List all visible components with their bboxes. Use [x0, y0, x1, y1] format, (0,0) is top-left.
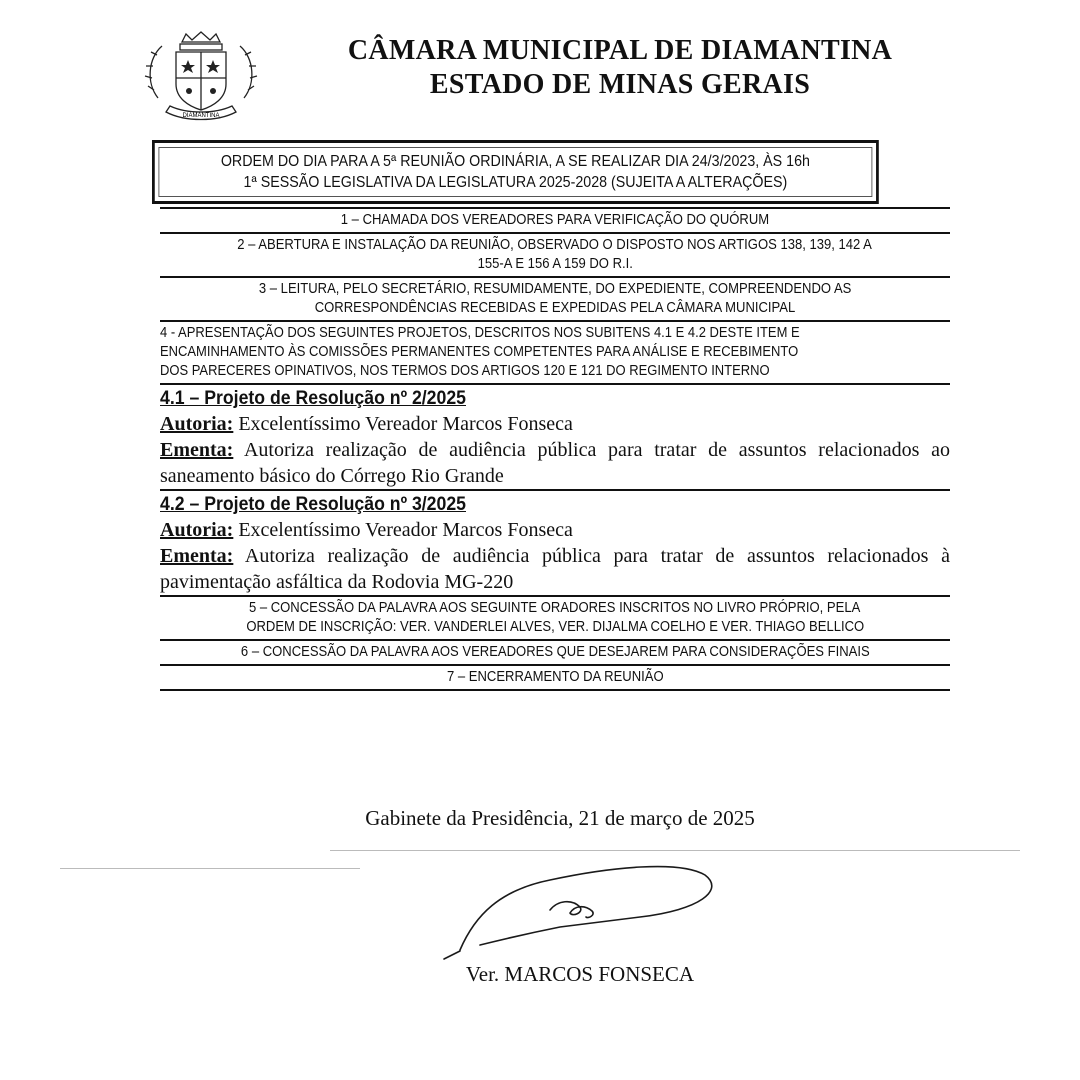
- ementa-label: Ementa:: [160, 439, 234, 461]
- agenda-item-4-line-1: 4 - APRESENTAÇÃO DOS SEGUINTES PROJETOS, DESCRITOS NOS SUBITENS 4.1 E 4.2 DESTE ITEM E: [160, 325, 800, 341]
- agenda-item-5-line-1: 5 – CONCESSÃO DA PALAVRA AOS SEGUINTE ORADORES INSCRITOS NO LIVRO PRÓPRIO, PELA: [249, 600, 861, 616]
- agenda-item-7: [160, 666, 950, 689]
- ementa-label: Ementa:: [160, 545, 234, 567]
- agenda-item-2-line-1: 2 – ABERTURA E INSTALAÇÃO DA REUNIÃO, OBSERVADO O DISPOSTO NOS ARTIGOS 138, 139, 142 A: [237, 237, 873, 253]
- autoria-label: Autoria:: [160, 413, 234, 435]
- ementa-value: Autoriza realização de audiência pública para tratar de assuntos relacionados à pavimentação asfáltica da Rodovia MG-220: [160, 545, 950, 593]
- autoria-value: Excelentíssimo Vereador Marcos Fonseca: [233, 519, 573, 541]
- agenda-item-7-text: 7 – ENCERRAMENTO DA REUNIÃO: [446, 669, 664, 685]
- project-4-1-title: 4.1 – Projeto de Resolução nº 2/2025: [160, 388, 466, 409]
- agenda-item-1: [160, 209, 950, 232]
- project-4-1: [160, 385, 950, 489]
- agenda-item-4-line-2: ENCAMINHAMENTO ÀS COMISSÕES PERMANENTES COMPETENTES PARA ANÁLISE E RECEBIMENTO: [160, 344, 799, 360]
- project-4-2-autoria: [160, 517, 950, 543]
- place-and-date: Gabinete da Presidência, 21 de março de 2025: [365, 806, 755, 830]
- state-name: ESTADO DE MINAS GERAIS: [429, 69, 811, 100]
- agenda-item-5-line-2: ORDEM DE INSCRIÇÃO: VER. VANDERLEI ALVES, VER. DIJALMA COELHO E VER. THIAGO BELLICO: [246, 619, 864, 635]
- agenda-item-3: [160, 278, 950, 320]
- project-4-2: [160, 491, 950, 595]
- agenda-title-line-2: 1ª SESSÃO LEGISLATIVA DA LEGISLATURA 2025-2028 (SUJEITA A ALTERAÇÕES): [243, 174, 788, 191]
- agenda-item-6: [160, 641, 950, 664]
- coat-of-arms-icon: [140, 28, 262, 128]
- project-4-1-ementa: [160, 437, 950, 489]
- agenda-title-line-1: ORDEM DO DIA PARA A 5ª REUNIÃO ORDINÁRIA, A SE REALIZAR DIA 24/3/2023, ÀS 16h: [220, 153, 810, 170]
- seal-text: DIAMANTINA: [182, 113, 220, 119]
- autoria-label: Autoria:: [160, 519, 234, 541]
- agenda-item-3-line-1: 3 – LEITURA, PELO SECRETÁRIO, RESUMIDAMENTE, DO EXPEDIENTE, COMPREENDENDO AS: [258, 281, 852, 297]
- agenda-title-box: [152, 140, 879, 204]
- agenda-item-3-line-2: CORRESPONDÊNCIAS RECEBIDAS E EXPEDIDAS PELA CÂMARA MUNICIPAL: [314, 300, 796, 316]
- document-header: [300, 34, 940, 102]
- agenda-item-2: [160, 234, 950, 276]
- agenda-item-4-line-3: DOS PARECERES OPINATIVOS, NOS TERMOS DOS ARTIGOS 120 E 121 DO REGIMENTO INTERNO: [160, 363, 770, 379]
- autoria-value: Excelentíssimo Vereador Marcos Fonseca: [233, 413, 573, 435]
- agenda-item-6-text: 6 – CONCESSÃO DA PALAVRA AOS VEREADORES QUE DESEJAREM PARA CONSIDERAÇÕES FINAIS: [240, 644, 870, 660]
- signer-name: Ver. MARCOS FONSECA: [465, 962, 695, 986]
- agenda-item-5: [160, 597, 950, 639]
- council-name: CÂMARA MUNICIPAL DE DIAMANTINA: [347, 35, 893, 66]
- divider: [160, 689, 950, 691]
- scan-line: [330, 850, 1020, 851]
- ementa-value: Autoriza realização de audiência pública para tratar de assuntos relacionados ao saneamento básico do Córrego Rio Grande: [160, 439, 950, 487]
- project-4-1-autoria: [160, 411, 950, 437]
- project-4-2-ementa: [160, 543, 950, 595]
- agenda-item-2-line-2: 155-A E 156 A 159 DO R.I.: [477, 256, 633, 272]
- scan-line: [60, 868, 360, 869]
- agenda-item-4: [160, 322, 950, 383]
- signature-icon: [440, 855, 720, 965]
- project-4-2-title: 4.2 – Projeto de Resolução nº 3/2025: [160, 494, 466, 515]
- agenda-item-1-text: 1 – CHAMADA DOS VEREADORES PARA VERIFICAÇÃO DO QUÓRUM: [340, 212, 770, 228]
- agenda-items: [160, 207, 950, 691]
